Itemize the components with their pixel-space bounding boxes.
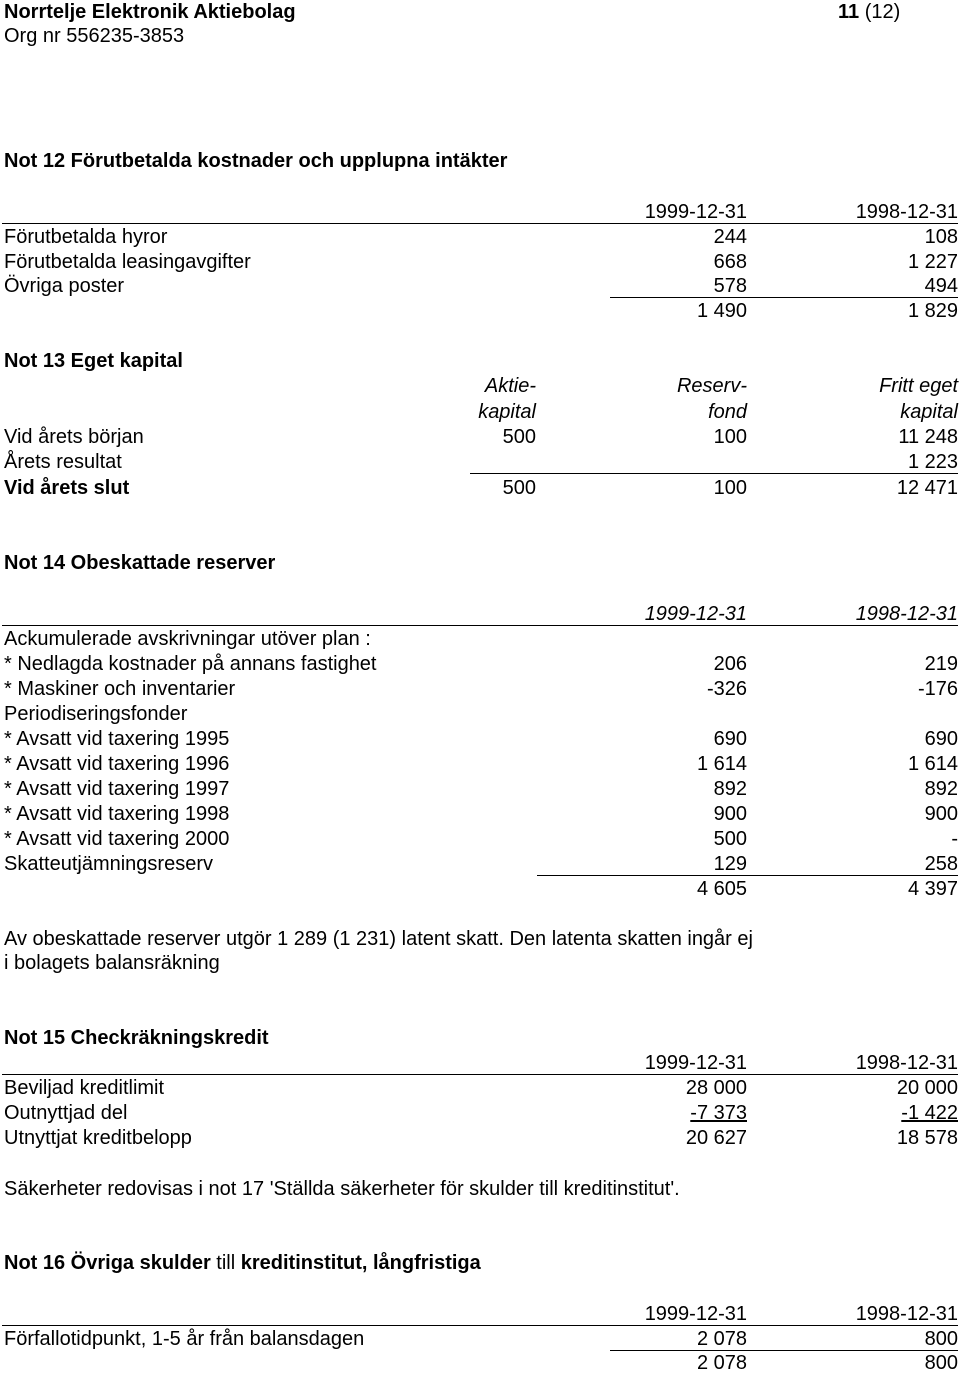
not13-row-v2: 100 (713, 477, 747, 499)
not14-row-label: Ackumulerade avskrivningar utöver plan : (4, 628, 371, 650)
not13-row-label: Vid årets slut (4, 477, 130, 499)
not14-row-label: * Avsatt vid taxering 2000 (4, 828, 230, 850)
not13-header-fritt-2: kapital (900, 401, 958, 423)
not12-col1-header: 1999-12-31 (644, 201, 747, 223)
not15-row-v1: 28 000 (685, 1077, 747, 1099)
not12-row-v1: 244 (713, 226, 747, 248)
not15-row-v2: 18 578 (896, 1127, 958, 1149)
not14-title: Not 14 Obeskattade reserver (4, 552, 276, 574)
not16-header-rule (2, 1325, 958, 1326)
not14-row-v1: 206 (713, 653, 747, 675)
not12-row-v1: 578 (713, 275, 747, 297)
not14-row-v2: 900 (924, 803, 958, 825)
not14-row-label: * Maskiner och inventarier (4, 678, 236, 700)
not16-col1-header: 1999-12-31 (644, 1303, 747, 1325)
page-current: 11 (838, 1, 860, 23)
not14-note-line2: i bolagets balansräkning (4, 952, 220, 974)
not14-row-v2: 1 614 (907, 753, 958, 775)
not14-row-v1: 892 (713, 778, 747, 800)
not13-row-label: Årets resultat (4, 451, 122, 473)
not12-row-v2: 1 227 (907, 251, 958, 273)
not12-total-v1: 1 490 (696, 300, 747, 322)
not14-row-v2: 892 (924, 778, 958, 800)
not14-col1-header: 1999-12-31 (644, 603, 747, 625)
not14-row-label: * Avsatt vid taxering 1995 (4, 728, 230, 750)
not14-row-label: * Avsatt vid taxering 1996 (4, 753, 230, 775)
not16-title (4, 1251, 481, 1275)
not15-row-v2: 20 000 (896, 1077, 958, 1099)
not15-row-v1: 20 627 (685, 1127, 747, 1149)
not14-total-v1: 4 605 (696, 878, 747, 900)
not14-row-label: * Avsatt vid taxering 1997 (4, 778, 230, 800)
not13-header-aktie-1: Aktie- (484, 375, 536, 397)
not16-title-part2: till (210, 1252, 241, 1274)
page-number (838, 0, 900, 24)
not14-row-label: * Avsatt vid taxering 1998 (4, 803, 230, 825)
not14-row-label: Skatteutjämningsreserv (4, 853, 213, 875)
not12-row-v2: 494 (924, 275, 958, 297)
not13-row-label: Vid årets början (4, 426, 144, 448)
not12-row-v1: 668 (713, 251, 747, 273)
not12-header-rule (2, 223, 958, 224)
not15-row-v2: -1 422 (901, 1102, 958, 1124)
not14-row-label: Periodiseringsfonder (4, 703, 188, 725)
not14-row-v1: 900 (713, 803, 747, 825)
not15-title: Not 15 Checkräkningskredit (4, 1027, 269, 1049)
not14-col2-header: 1998-12-31 (855, 603, 958, 625)
not14-row-v2: 690 (924, 728, 958, 750)
not14-note-line1: Av obeskattade reserver utgör 1 289 (1 231) latent skatt. Den latenta skatten ingår ej (4, 928, 753, 950)
not14-row-v2: 258 (924, 853, 958, 875)
not12-row-v2: 108 (924, 226, 958, 248)
not14-row-label: * Nedlagda kostnader på annans fastighet (4, 653, 377, 675)
not15-col2-header: 1998-12-31 (855, 1052, 958, 1074)
not13-header-reserv-2: fond (708, 401, 747, 423)
not14-total-v2: 4 397 (907, 878, 958, 900)
not16-row-label: Förfallotidpunkt, 1-5 år från balansdagen (4, 1328, 365, 1350)
not13-header-reserv-1: Reserv- (676, 375, 747, 397)
not12-row-label: Övriga poster (4, 275, 125, 297)
not16-row-v2: 800 (924, 1328, 958, 1350)
not15-row-label: Utnyttjat kreditbelopp (4, 1127, 192, 1149)
not16-total-v2: 800 (924, 1352, 958, 1374)
company-name: Norrtelje Elektronik Aktiebolag (4, 1, 296, 23)
not15-row-v1: -7 373 (690, 1102, 747, 1124)
not14-header-rule (2, 625, 958, 626)
not13-header-aktie-2: kapital (478, 401, 536, 423)
not12-col2-header: 1998-12-31 (855, 201, 958, 223)
not15-note: Säkerheter redovisas i not 17 'Ställda säkerheter för skulder till kreditinstitut'. (4, 1178, 680, 1200)
not14-row-v2: -176 (917, 678, 958, 700)
not16-row-v1: 2 078 (696, 1328, 747, 1350)
not16-title-part3: kreditinstitut, långfristiga (240, 1252, 481, 1274)
not14-row-v1: 690 (713, 728, 747, 750)
not16-sum-rule (610, 1350, 958, 1351)
not14-row-v2: - (951, 828, 958, 850)
not13-sum-rule (470, 473, 958, 474)
not12-total-v2: 1 829 (907, 300, 958, 322)
not13-row-v1: 500 (502, 426, 536, 448)
not13-row-v3: 11 248 (898, 426, 958, 448)
not14-row-v1: 129 (713, 853, 747, 875)
not12-row-label: Förutbetalda hyror (4, 226, 168, 248)
not14-row-v1: 500 (713, 828, 747, 850)
not16-total-v1: 2 078 (696, 1352, 747, 1374)
not16-title-part1: Not 16 Övriga skulder (4, 1252, 211, 1274)
not15-header-rule (2, 1074, 958, 1075)
not15-row-label: Outnyttjad del (4, 1102, 128, 1124)
not13-row-v3: 12 471 (896, 477, 958, 499)
not14-row-v1: -326 (706, 678, 747, 700)
page-total: (12) (864, 1, 901, 23)
org-number: Org nr 556235-3853 (4, 25, 185, 47)
not13-row-v2: 100 (713, 426, 747, 448)
not13-row-v1: 500 (502, 477, 536, 499)
not14-sum-rule (537, 875, 958, 876)
not14-row-v1: 1 614 (696, 753, 747, 775)
not15-col1-header: 1999-12-31 (644, 1052, 747, 1074)
not12-sum-rule (610, 297, 958, 298)
not15-row-label: Beviljad kreditlimit (4, 1077, 165, 1099)
not13-header-fritt-1: Fritt eget (879, 375, 958, 397)
not13-row-v3: 1 223 (907, 451, 958, 473)
not12-row-label: Förutbetalda leasingavgifter (4, 251, 251, 273)
not16-col2-header: 1998-12-31 (855, 1303, 958, 1325)
not13-title: Not 13 Eget kapital (4, 350, 183, 372)
not12-title: Not 12 Förutbetalda kostnader och upplupna intäkter (4, 150, 508, 172)
not14-row-v2: 219 (924, 653, 958, 675)
